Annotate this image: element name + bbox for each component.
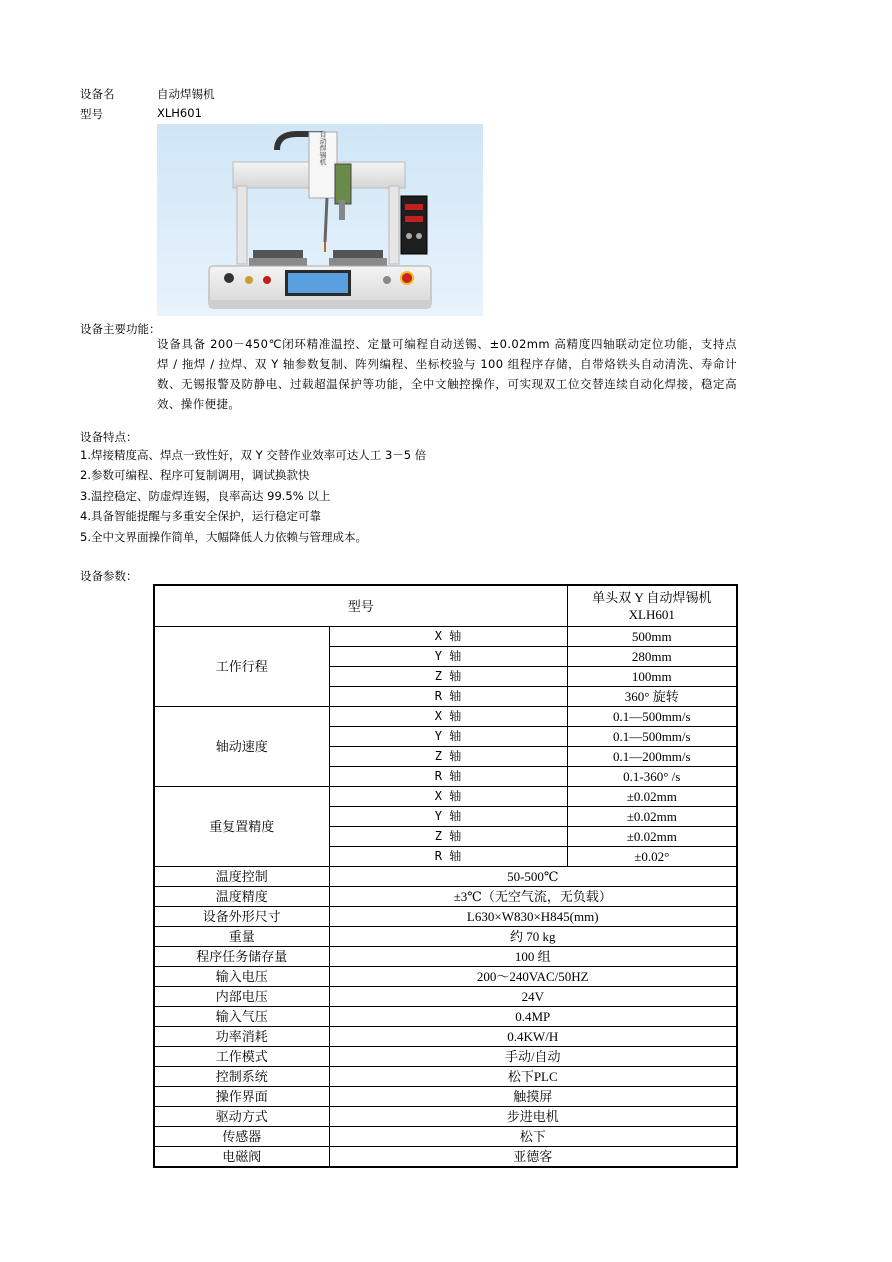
param-value: 0.4MP xyxy=(329,1007,737,1027)
param-name: 输入电压 xyxy=(154,967,329,987)
param-axis: Z 轴 xyxy=(329,827,567,847)
param-name: 控制系统 xyxy=(154,1067,329,1087)
model-label: 型号 xyxy=(80,107,103,121)
table-row xyxy=(154,585,737,627)
table-row xyxy=(154,787,737,807)
param-name: 功率消耗 xyxy=(154,1027,329,1047)
feature-item: 2.参数可编程、程序可复制调用，调试换款快 xyxy=(80,468,310,483)
feature-item: 1.焊接精度高、焊点一致性好，双 Y 交替作业效率可达人工 3－5 倍 xyxy=(80,448,427,462)
param-value: 手动/自动 xyxy=(329,1047,737,1067)
table-row xyxy=(154,1087,737,1107)
model-code-line: XLH601 xyxy=(628,607,675,622)
main-function-label: 设备主要功能： xyxy=(80,322,161,336)
feature-item: 3.温控稳定、防虚焊连锡，良率高达 99.5% 以上 xyxy=(80,488,331,503)
param-name: 温度精度 xyxy=(154,887,329,907)
model-name-line: 单头双 Y 自动焊锡机 xyxy=(592,590,712,605)
param-value: 0.1-360° /s xyxy=(567,767,737,787)
param-value: 约 70 kg xyxy=(329,927,737,947)
param-name: 驱动方式 xyxy=(154,1107,329,1127)
gantry-lettering: 自动焊锡机 xyxy=(319,130,327,166)
table-row xyxy=(154,887,737,907)
table-row xyxy=(154,987,737,1007)
param-value: 触摸屏 xyxy=(329,1087,737,1107)
param-value: 松下 xyxy=(329,1127,737,1147)
param-value: ±3℃（无空气流，无负载） xyxy=(329,887,737,907)
param-axis: Z 轴 xyxy=(329,667,567,687)
param-value: 0.1—500mm/s xyxy=(567,707,737,727)
feature-item: 5.全中文界面操作简单，大幅降低人力依赖与管理成本。 xyxy=(80,529,367,544)
table-row xyxy=(154,907,737,927)
table-row xyxy=(154,1127,737,1147)
param-value: 50-500℃ xyxy=(329,867,737,887)
table-row xyxy=(154,967,737,987)
param-name: 电磁阀 xyxy=(154,1147,329,1168)
params-table xyxy=(153,584,738,1168)
param-value: 200～240VAC/50HZ xyxy=(329,967,737,987)
param-value: ±0.02mm xyxy=(567,787,737,807)
param-value: ±0.02mm xyxy=(567,827,737,847)
param-name: 输入气压 xyxy=(154,1007,329,1027)
table-row xyxy=(154,1007,737,1027)
param-group-name: 轴动速度 xyxy=(154,707,329,787)
param-name: 传感器 xyxy=(154,1127,329,1147)
param-value: ±0.02° xyxy=(567,847,737,867)
param-name: 设备外形尺寸 xyxy=(154,907,329,927)
param-value: 280mm xyxy=(567,647,737,667)
param-axis: X 轴 xyxy=(329,787,567,807)
features-list xyxy=(80,445,426,547)
table-row xyxy=(154,927,737,947)
param-value: 100mm xyxy=(567,667,737,687)
param-axis: X 轴 xyxy=(329,627,567,647)
param-axis: R 轴 xyxy=(329,767,567,787)
param-value: ±0.02mm xyxy=(567,807,737,827)
params-label: 设备参数： xyxy=(80,569,138,583)
param-name: 重量 xyxy=(154,927,329,947)
param-group-name: 重复置精度 xyxy=(154,787,329,867)
product-photo xyxy=(157,124,483,316)
param-value: 松下PLC xyxy=(329,1067,737,1087)
param-value: 100 组 xyxy=(329,947,737,967)
param-axis: Y 轴 xyxy=(329,647,567,667)
param-value: 步进电机 xyxy=(329,1107,737,1127)
param-name: 操作界面 xyxy=(154,1087,329,1107)
table-row xyxy=(154,1047,737,1067)
table-row xyxy=(154,867,737,887)
device-name-label: 设备名 xyxy=(80,87,115,101)
param-name: 程序任务储存量 xyxy=(154,947,329,967)
param-value: L630×W830×H845(mm) xyxy=(329,907,737,927)
param-axis: X 轴 xyxy=(329,707,567,727)
feature-item: 4.具备智能提醒与多重安全保护，运行稳定可靠 xyxy=(80,509,321,524)
table-row xyxy=(154,1107,737,1127)
param-value: 24V xyxy=(329,987,737,1007)
param-axis: Y 轴 xyxy=(329,727,567,747)
table-row xyxy=(154,1027,737,1047)
param-axis: R 轴 xyxy=(329,847,567,867)
table-row xyxy=(154,1067,737,1087)
device-name-value: 自动焊锡机 xyxy=(157,87,215,101)
model-value: XLH601 xyxy=(157,106,202,120)
features-label: 设备特点： xyxy=(80,430,138,444)
param-name: 内部电压 xyxy=(154,987,329,1007)
param-name: 工作模式 xyxy=(154,1047,329,1067)
param-value: 500mm xyxy=(567,627,737,647)
param-value: 360° 旋转 xyxy=(567,687,737,707)
model-value-cell xyxy=(567,585,737,627)
model-header-cell: 型号 xyxy=(154,585,567,627)
param-axis: Y 轴 xyxy=(329,807,567,827)
main-function-text: 设备具备 200－450℃闭环精准温控、定量可编程自动送锡、±0.02mm 高精度四轴联动定位功能，支持点焊 / 拖焊 / 拉焊、双 Y 轴参数复制、阵列编程、坐标校验与 100 组程序存储，自带烙铁头自动清洗、寿命计数、无锡报警及防静电、过载超温保护等功能，全中文触控操作，可实现双工位交替连续自动化焊接，稳定高效、操作便捷。 xyxy=(157,337,737,411)
param-group-name: 工作行程 xyxy=(154,627,329,707)
param-value: 0.1—200mm/s xyxy=(567,747,737,767)
param-axis: R 轴 xyxy=(329,687,567,707)
table-row xyxy=(154,627,737,647)
table-row xyxy=(154,947,737,967)
param-value: 亚德客 xyxy=(329,1147,737,1168)
param-axis: Z 轴 xyxy=(329,747,567,767)
param-name: 温度控制 xyxy=(154,867,329,887)
table-row xyxy=(154,707,737,727)
param-value: 0.4KW/H xyxy=(329,1027,737,1047)
param-value: 0.1—500mm/s xyxy=(567,727,737,747)
table-row xyxy=(154,1147,737,1168)
